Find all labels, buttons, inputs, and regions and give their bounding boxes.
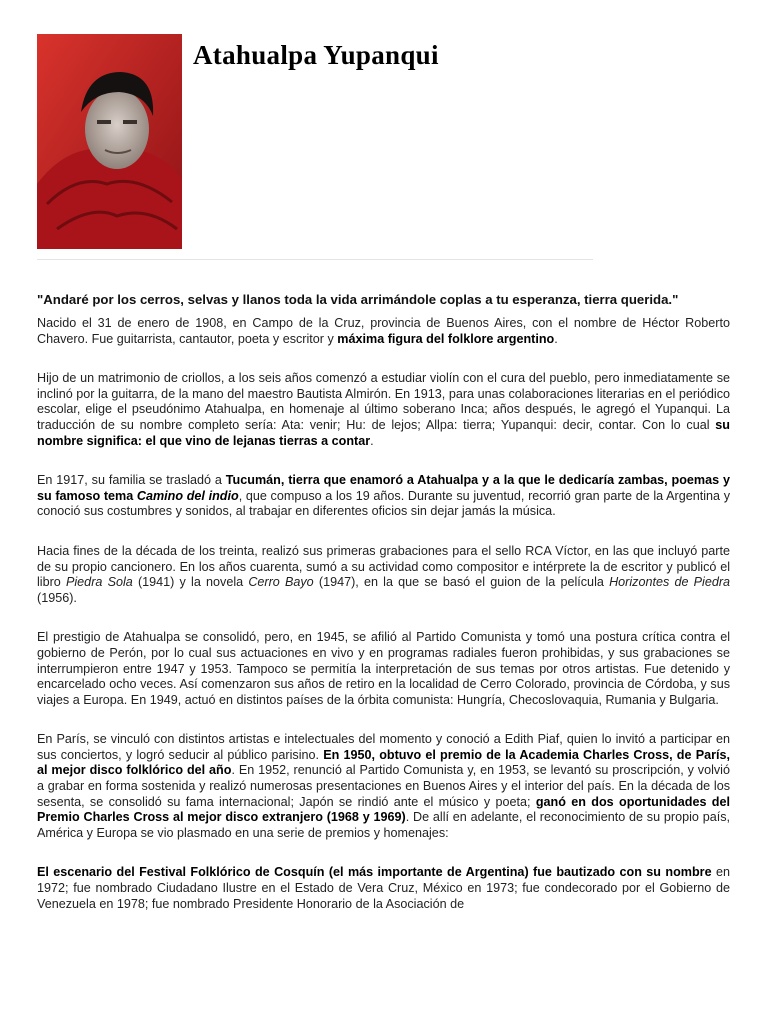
- text-span: .: [370, 433, 374, 448]
- bold-span: su nombre significa: el que vino de lejanas tierras a contar: [37, 417, 730, 448]
- text-span: Nacido el 31 de enero de 1908, en Campo de la Cruz, provincia de Buenos Aires, con el nombre de Héctor Roberto Chavero. Fue guitarrista, cantautor, poeta y escritor y: [37, 316, 730, 346]
- paragraph-tucuman: [37, 473, 730, 520]
- bold-span: máxima figura del folklore argentino: [337, 331, 555, 346]
- text-span: . En 1952, renunció al Partido Comunista y, en 1953, se levantó su proscripción, y volvió a grabar en forma sostenida y realizó numerosas presentaciones en Buenos Aires y el interior del país. En la década de los sesenta, se consolidó su fama internacional; Japón se rindió ante el músico y poeta;: [37, 763, 730, 809]
- portrait-illustration: [37, 34, 182, 249]
- paragraph-paris: [37, 732, 730, 841]
- italic-span: Piedra Sola: [65, 575, 133, 590]
- text-span: (1947), en la que se basó el guion de la película: [313, 575, 610, 590]
- text-span: (1956).: [37, 590, 77, 605]
- bold-span: ganó en dos oportunidades del Premio Charles Cross al mejor disco extranjero (1968 y 1969): [37, 794, 730, 825]
- text-span: Tucumán, tierra que enamoró a Atahualpa y a la que le dedicaría zambas, poemas y su famoso tema: [37, 473, 730, 503]
- divider: [37, 259, 593, 260]
- bold-span: El escenario del Festival Folklórico de Cosquín (el más importante de Argentina) fue bautizado con su nombre: [37, 865, 712, 880]
- text-span: En París, se vinculó con distintos artistas e intelectuales del momento y conoció a Edith Piaf, quien lo invitó a participar en sus conciertos, y logró seducir al público parisino.: [37, 732, 730, 762]
- text-span: En 1917, su familia se trasladó a: [37, 473, 226, 488]
- text-span: . De allí en adelante, el reconocimiento de su propio país, América y Europa se vio plasmado en una serie de premios y homenajes:: [37, 810, 730, 840]
- text-span: , que compuso a los 19 años. Durante su juventud, recorrió gran parte de la Argentina y conoció sus costumbres y sonidos, al trabajar en diferentes oficios sin dejar jamás la música.: [37, 488, 731, 519]
- paragraph-birth: [37, 316, 730, 347]
- text-span: en 1972; fue nombrado Ciudadano Ilustre en el Estado de Vera Cruz, México en 1973; fue condecorado por el Gobierno de Venezuela en 1978; fue nombrado Presidente Honorario de la Asociación de: [37, 865, 730, 911]
- italic-span: Cerro Bayo: [248, 575, 314, 590]
- quote: "Andaré por los cerros, selvas y llanos toda la vida arrimándole coplas a tu esperanza, tierra querida.": [37, 292, 679, 307]
- bold-span: En 1950, obtuvo el premio de la Academia Charles Cross, de París, al mejor disco folklórico del año: [37, 747, 730, 778]
- article-body: [37, 292, 730, 936]
- text-span: (1941) y la novela: [132, 575, 249, 590]
- italic-span: Camino del indio: [136, 488, 239, 503]
- paragraph-recordings: [37, 544, 730, 606]
- text-span: Hijo de un matrimonio de criollos, a los seis años comenzó a estudiar violín con el cura del pueblo, pero inmediatamente se inclinó por la guitarra, de la mano del maestro Bautista Almirón. En 1913, para unas colaboraciones literarias en el periódico escolar, elige el pseudónimo Atahualpa, en homenaje al último soberano Inca; años después, le agregó el Yupanqui. La traducción de su nombre completo sería: Ata: venir; Hu: de lejos; Allpa: tierra; Yupanqui: decir, contar. Con lo cual: [37, 371, 730, 432]
- paragraph-honors: [37, 865, 730, 912]
- paragraph-childhood: [37, 371, 730, 449]
- text-span: Hacia fines de la década de los treinta, realizó sus primeras grabaciones para el sello RCA Víctor, en las que incluyó parte de su propio cancionero. En los años cuarenta, sumó a su actividad como compositor e intérprete la de escritor y publicó el libro: [37, 543, 730, 590]
- portrait-photo: [37, 34, 182, 249]
- paragraph-prestige: El prestigio de Atahualpa se consolidó, pero, en 1945, se afilió al Partido Comunista y tomó una postura crítica contra el gobierno de Perón, por lo cual sus actuaciones en vivo y en programas radiales fueron prohibidas, y sus grabaciones se interrumpieron entre 1947 y 1953. Tampoco se permitía la interpretación de sus temas por otros artistas. Fue detenido y encarcelado ocho veces. Así comenzaron sus años de retiro en la localidad de Cerro Colorado, provincia de Córdoba, y sus viajes a Europa. En 1949, actuó en distintos países de la órbita comunista: Hungría, Checoslovaquia, Rumania y Bulgaria.: [37, 630, 730, 707]
- italic-span: Horizontes de Piedra: [609, 575, 731, 590]
- page-title: Atahualpa Yupanqui: [193, 40, 439, 70]
- text-span: .: [554, 331, 558, 346]
